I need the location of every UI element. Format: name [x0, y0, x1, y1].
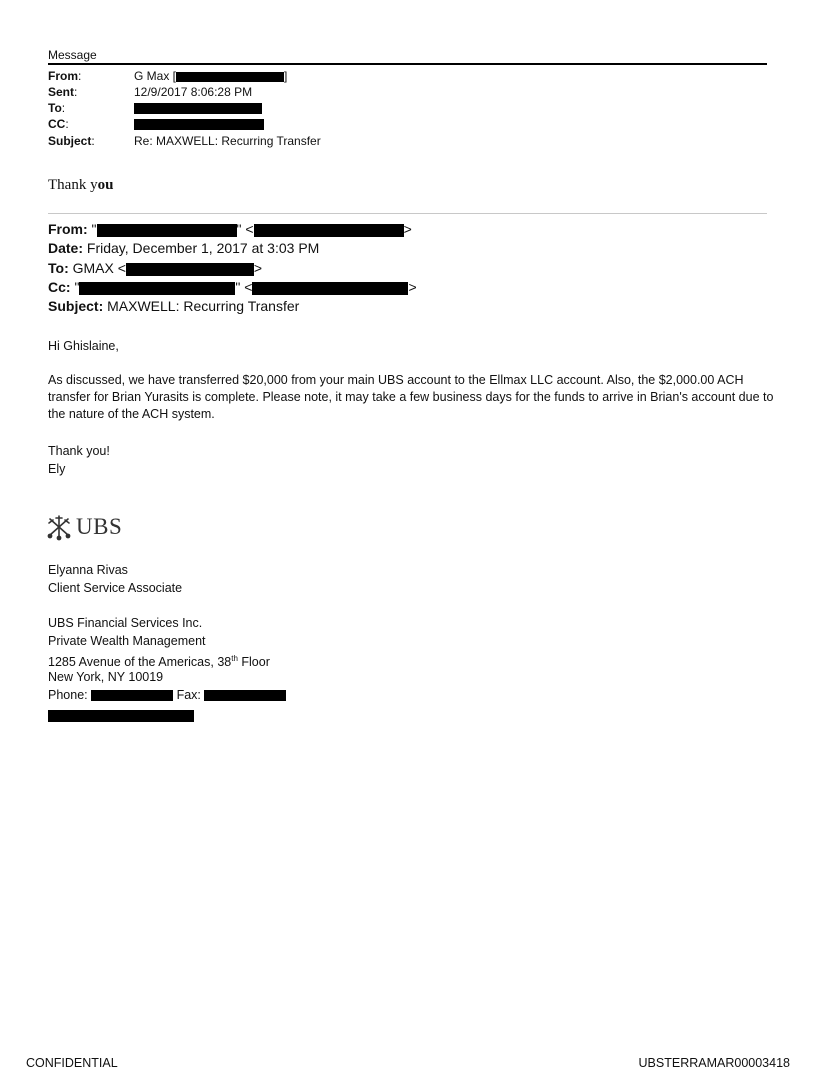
subject-value: Re: MAXWELL: Recurring Transfer: [134, 134, 321, 148]
message-label: Message: [48, 48, 97, 62]
to-label: To:: [48, 101, 66, 115]
signature-city: New York, NY 10019: [48, 670, 164, 684]
from-value: G Max [ ]: [134, 69, 288, 83]
header-cc-row: [48, 117, 264, 131]
closing: Thank you!: [48, 444, 110, 458]
fwd-to-row: To: GMAX < >: [48, 260, 263, 276]
redaction-bar: [91, 690, 173, 701]
redaction-bar: [252, 282, 408, 295]
fwd-from-row: From: " " < >: [48, 221, 412, 237]
redaction-bar: [254, 224, 404, 237]
signature-company: UBS Financial Services Inc.: [48, 616, 203, 630]
sent-label: Sent:: [48, 85, 78, 99]
greeting: Hi Ghislaine,: [48, 339, 119, 353]
redaction-bar: [97, 224, 237, 237]
header-subject-row: [48, 134, 321, 148]
body-paragraph: As discussed, we have transferred $20,000 from your main UBS account to the Ellmax LLC account. Also, the $2,000.00 ACH transfer for Brian Yurasits is complete. Please note, it may take a few business days for the funds to arrive in Brian's account due to the nature of the ACH system.: [48, 373, 774, 421]
signature-name: Elyanna Rivas: [48, 563, 128, 577]
fwd-cc-row: Cc: " " < >: [48, 279, 417, 295]
header-to-row: [48, 101, 262, 115]
signature-address: 1285 Avenue of the Americas, 38th Floor: [48, 654, 270, 670]
redaction-bar: [126, 263, 254, 276]
redaction-bar: [134, 119, 264, 130]
header-divider: [48, 63, 767, 65]
signature-division: Private Wealth Management: [48, 634, 206, 648]
footer-bates-number: UBSTERRAMAR00003418: [638, 1056, 790, 1070]
header-sent-row: [48, 85, 252, 99]
from-label: From:: [48, 69, 82, 83]
reply-text: Thank you: [48, 177, 114, 193]
fwd-date-row: Date: Friday, December 1, 2017 at 3:03 PM: [48, 240, 320, 256]
ubs-logo-text: UBS: [76, 514, 123, 539]
signature-email-redacted: [48, 707, 194, 725]
header-from-row: [48, 69, 287, 83]
subject-label: Subject:: [48, 134, 95, 148]
sender-short: Ely: [48, 462, 66, 476]
redaction-bar: [134, 103, 262, 114]
sent-value: 12/9/2017 8:06:28 PM: [134, 85, 253, 99]
redaction-bar: [79, 282, 235, 295]
cc-label: CC:: [48, 117, 69, 131]
redaction-bar: [204, 690, 286, 701]
signature-title: Client Service Associate: [48, 581, 183, 595]
signature-phone-row: Phone: Fax:: [48, 686, 286, 704]
fwd-subject-row: Subject: MAXWELL: Recurring Transfer: [48, 298, 300, 314]
forward-divider: [48, 213, 767, 214]
ubs-logo: [46, 513, 122, 541]
footer-confidential: CONFIDENTIAL: [26, 1056, 118, 1070]
redaction-bar: [48, 710, 194, 722]
ubs-keys-icon: [46, 513, 72, 541]
redaction-bar: [176, 72, 284, 82]
